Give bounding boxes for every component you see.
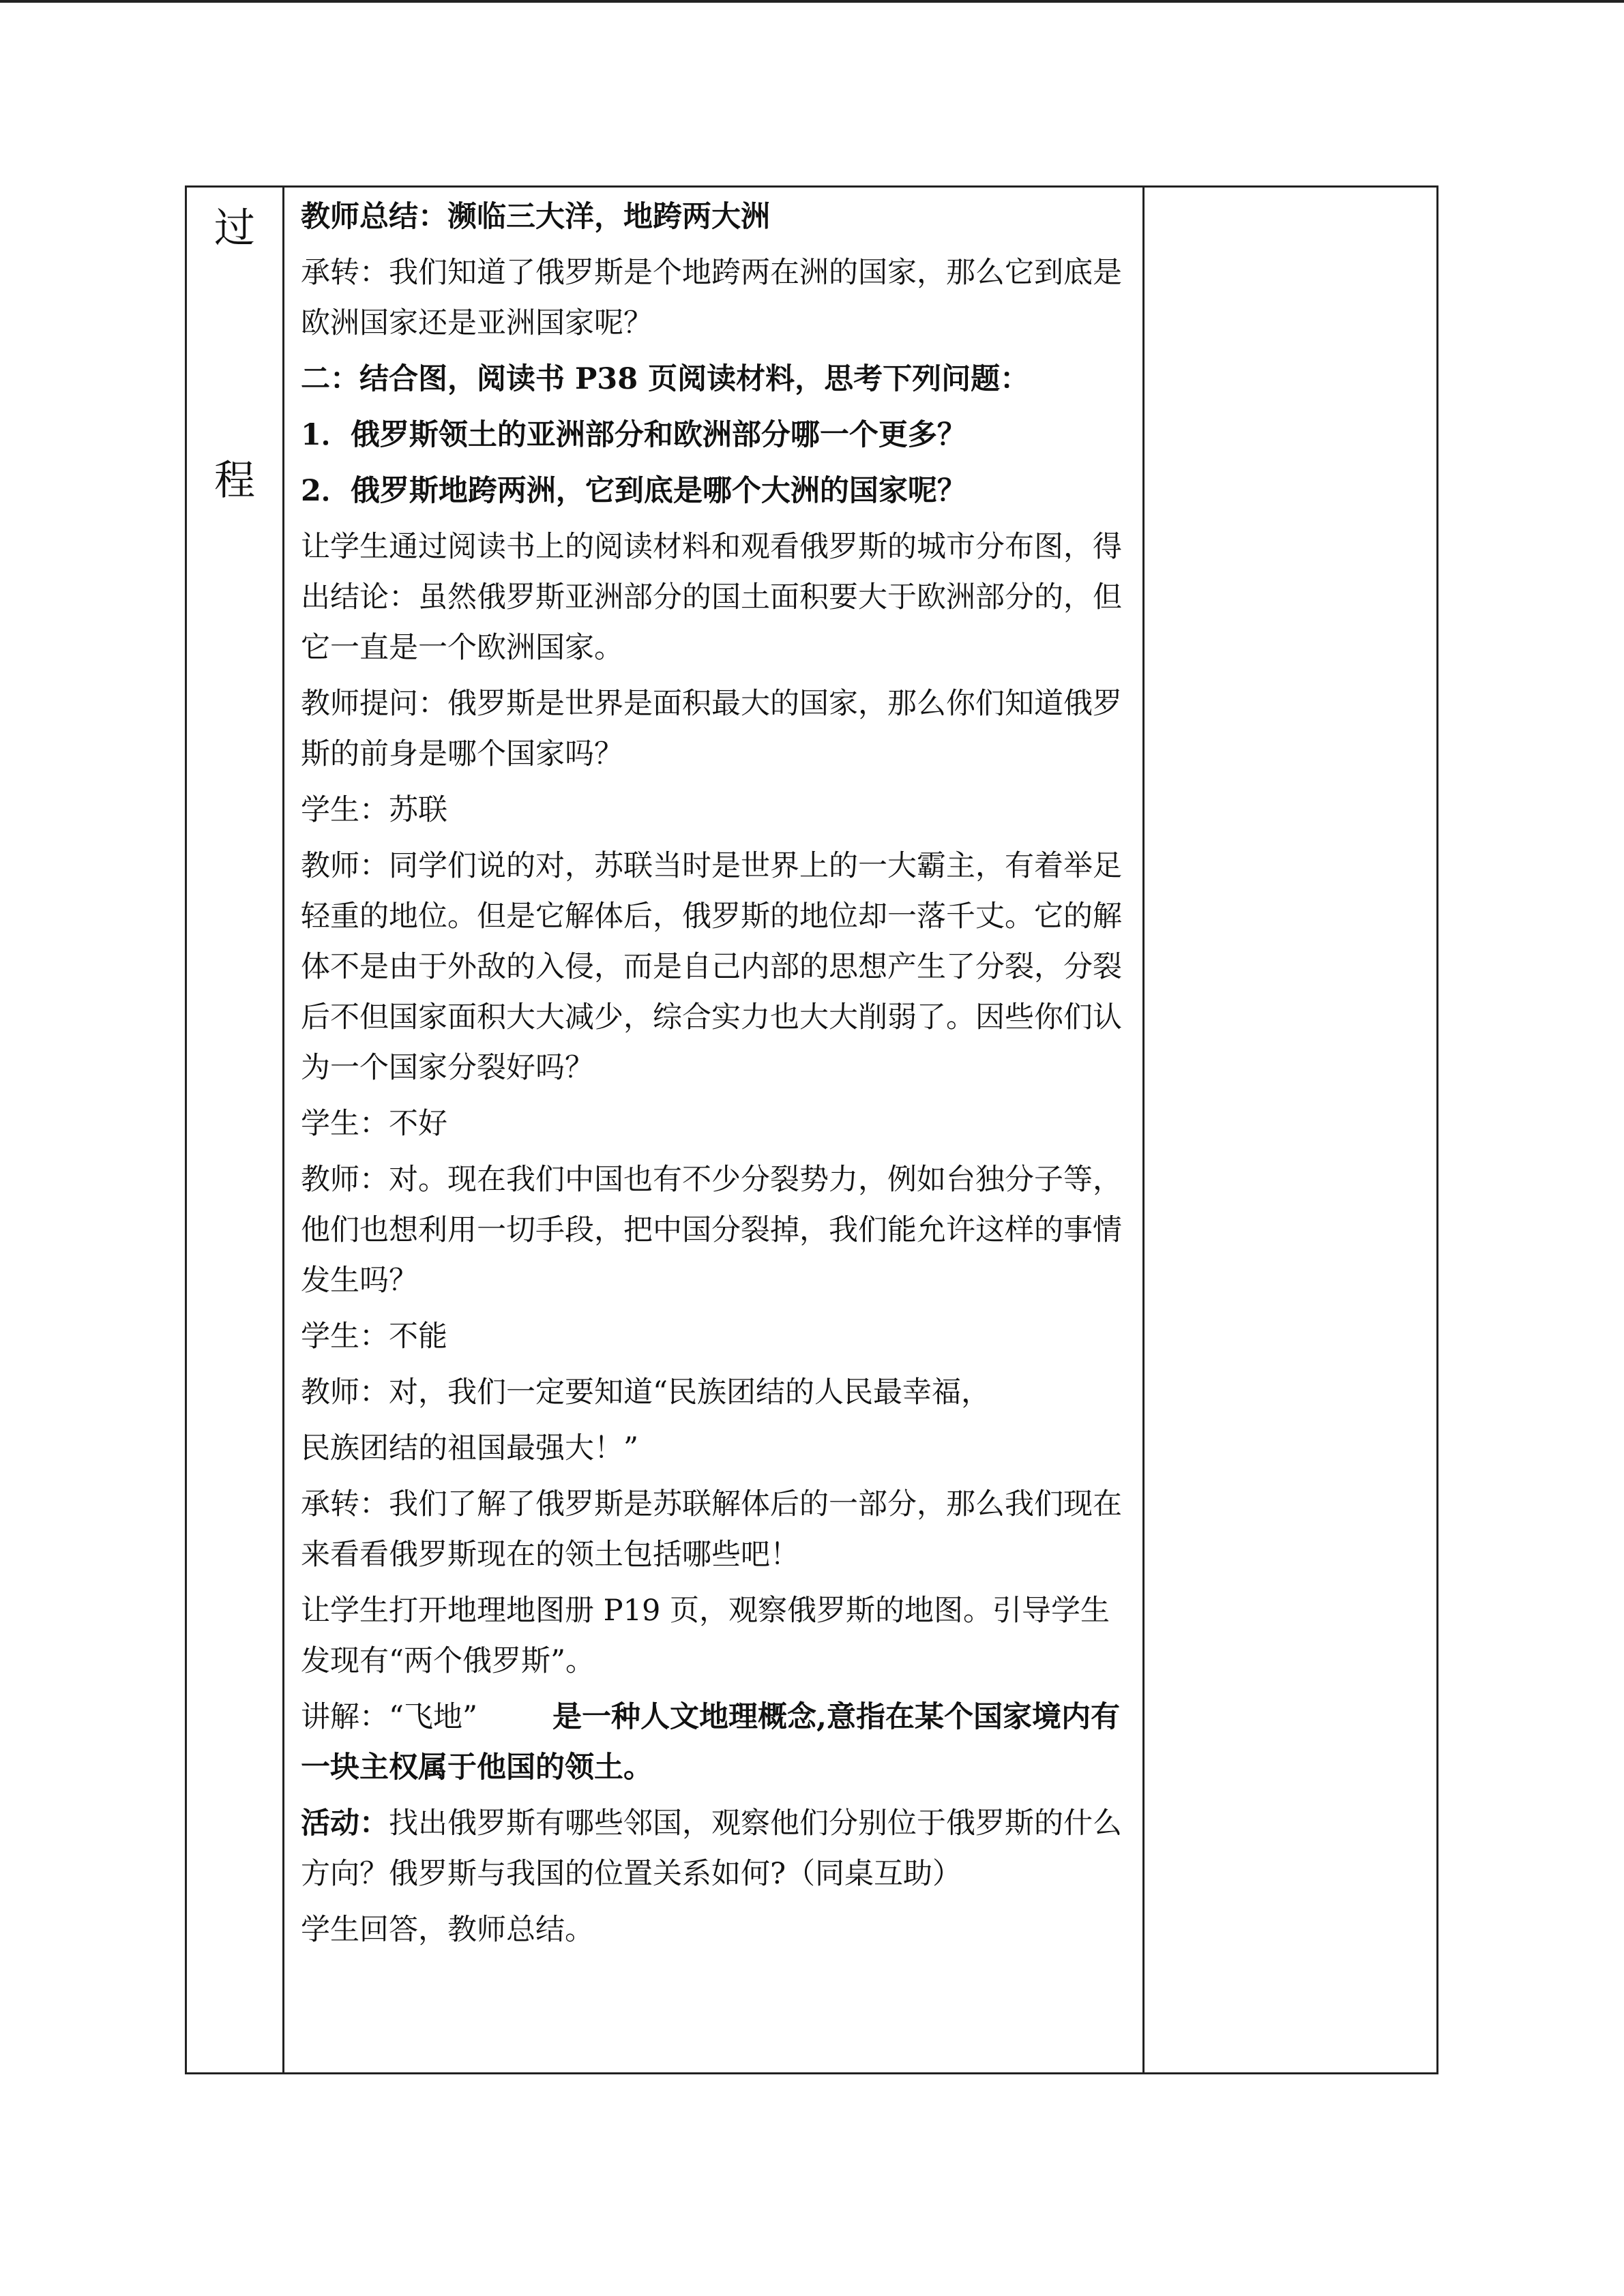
- lesson-paragraph: 教师：对，我们一定要知道“民族团结的人民最幸福，: [301, 1375, 990, 1410]
- closing-paragraph: 学生回答，教师总结。: [301, 1913, 594, 1947]
- lesson-paragraph-list: [301, 192, 1129, 1686]
- notes-column: [1145, 188, 1436, 2072]
- lesson-paragraph: 承转：我们了解了俄罗斯是苏联解体后的一部分，那么我们现在来看看俄罗斯现在的领土包括哪些吧！: [301, 1487, 1122, 1572]
- stage-label-column: [187, 188, 284, 2072]
- lesson-paragraph: 让学生打开地理地图册 P19 页，观察俄罗斯的地图。引导学生发现有“两个俄罗斯”。: [301, 1594, 1110, 1678]
- explanation-prefix: 讲解：“飞地”: [301, 1700, 477, 1734]
- lesson-paragraph: 教师：对。现在我们中国也有不少分裂势力，例如台独分子等，他们也想利用一切手段，把中国分裂掉，我们能允许这样的事情发生吗？: [301, 1163, 1122, 1298]
- lesson-paragraph: 民族团结的祖国最强大！”: [301, 1431, 638, 1465]
- lesson-paragraph: 学生：苏联: [301, 793, 447, 827]
- lesson-content-column: [284, 188, 1145, 2072]
- activity-body: 找出俄罗斯有哪些邻国，观察他们分别位于俄罗斯的什么方向？俄罗斯与我国的位置关系如何?（同桌互助）: [301, 1806, 1122, 1891]
- lesson-paragraph: 2．俄罗斯地跨两洲，它到底是哪个大洲的国家呢？: [301, 474, 966, 508]
- stage-label-guo: 过: [214, 205, 255, 252]
- explanation-paragraph: [301, 1692, 1129, 1793]
- explanation-body: 是一种人文地理概念,意指在某个国家境内有一块主权属于他国的领土。: [301, 1700, 1120, 1785]
- lesson-paragraph: 学生：不好: [301, 1107, 447, 1141]
- activity-paragraph: [301, 1798, 1129, 1899]
- lesson-plan-table: [185, 185, 1438, 2074]
- activity-label: 活动：: [301, 1806, 389, 1840]
- lesson-paragraph: 学生：不能: [301, 1320, 447, 1354]
- lesson-paragraph: 教师提问：俄罗斯是世界是面积最大的国家，那么你们知道俄罗斯的前身是哪个国家吗？: [301, 687, 1122, 771]
- lesson-paragraph: 1．俄罗斯领土的亚洲部分和欧洲部分哪一个更多？: [301, 418, 966, 452]
- lesson-paragraph: 教师：同学们说的对，苏联当时是世界上的一大霸主，有着举足轻重的地位。但是它解体后，俄罗斯的地位却一落千丈。它的解体不是由于外敌的入侵，而是自己内部的思想产生了分裂，分裂后不但国家面积大大减少，综合实力也大大削弱了。因些你们认为一个国家分裂好吗？: [301, 849, 1122, 1085]
- lesson-paragraph: 让学生通过阅读书上的阅读材料和观看俄罗斯的城市分布图，得出结论：虽然俄罗斯亚洲部分的国土面积要大于欧洲部分的，但它一直是一个欧洲国家。: [301, 530, 1122, 665]
- lesson-paragraph: 教师总结：濒临三大洋，地跨两大洲: [301, 200, 770, 234]
- stage-label-cheng: 程: [214, 457, 255, 505]
- lesson-paragraph: 二：结合图，阅读书 P38 页阅读材料，思考下列问题：: [301, 362, 1030, 396]
- lesson-paragraph: 承转：我们知道了俄罗斯是个地跨两在洲的国家，那么它到底是欧洲国家还是亚洲国家呢？: [301, 256, 1122, 340]
- page-top-rule: [0, 0, 1624, 3]
